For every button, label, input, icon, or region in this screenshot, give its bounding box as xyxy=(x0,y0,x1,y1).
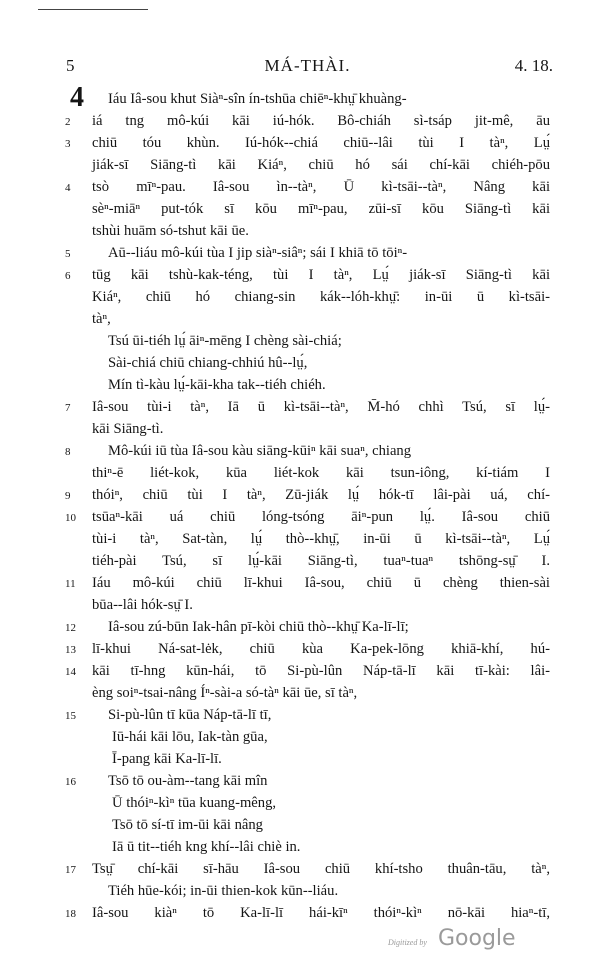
verse-number: 15 xyxy=(65,710,76,722)
text-line xyxy=(0,726,615,748)
line-text: tūg kāi tshù-kak-téng, tùi I tàⁿ, Lṳ́ jiák-sī Siāng-tì kāi xyxy=(92,267,550,283)
verse-number: 11 xyxy=(65,578,76,590)
line-text: Mô-kúi iū tùa Iâ-sou kàu siāng-kūiⁿ kāi suaⁿ, chiang xyxy=(108,443,412,459)
text-line xyxy=(0,814,615,836)
text-line xyxy=(0,330,615,352)
verse-number: 12 xyxy=(65,622,76,634)
line-text: Iâ-sou tùi-i tàⁿ, Iā ū kì-tsāi--tàⁿ, M̄-hó chhì Tsú, sī lṳ́- xyxy=(92,399,550,415)
text-line xyxy=(0,198,615,220)
line-text: tùi-i tàⁿ, Sat-tàn, lṳ́ thò--khṳ̄, in-ūi ū kì-tsāi--tàⁿ, Lṳ́ xyxy=(92,531,550,547)
line-text: lī-khui Ná-sat-lėk, chiū kùa Ka-pek-lōng khiā-khí, hú- xyxy=(92,641,550,657)
top-rule xyxy=(38,9,148,10)
text-line xyxy=(0,110,615,132)
text-line xyxy=(0,902,615,924)
verse-number: 5 xyxy=(65,248,71,260)
text-line xyxy=(0,572,615,594)
verse-number: 9 xyxy=(65,490,71,502)
line-text: Tsú ūi-tiéh lṳ́ āiⁿ-mēng I chèng sài-chiá; xyxy=(108,333,342,349)
line-text: thiⁿ-ē liét-kok, kūa liét-kok kāi tsun-iông, kí-tiám I xyxy=(92,465,550,481)
text-line xyxy=(0,418,615,440)
line-text: iá tng mô-kúi kāi iú-hók. Bô-chiáh sì-tsáp jit-mê, āu xyxy=(92,113,550,129)
line-text: Iā ū tit--tiéh kng khí--lâi chiè in. xyxy=(112,839,301,855)
text-line xyxy=(0,484,615,506)
text-line xyxy=(0,352,615,374)
google-logo: Google xyxy=(438,926,516,951)
text-line xyxy=(0,748,615,770)
verse-number: 8 xyxy=(65,446,71,458)
line-text: Ū thóiⁿ-kìⁿ tūa kuang-mêng, xyxy=(112,795,277,811)
verse-number: 3 xyxy=(65,138,71,150)
text-line xyxy=(0,176,615,198)
chapter-verse-reference: 4. 18. xyxy=(514,56,553,75)
line-text: Iâ-sou zú-būn Iak-hân pī-kòi chiū thò--khṳ̄ Ka-lī-lī; xyxy=(108,619,409,635)
digitized-label: Digitized by xyxy=(388,938,427,947)
verse-number: 17 xyxy=(65,864,76,876)
text-line xyxy=(0,660,615,682)
text-line xyxy=(0,220,615,242)
line-text: Tsō tō ou-àm--tang kāi mîn xyxy=(108,773,268,789)
verse-number: 4 xyxy=(65,182,71,194)
verse-number: 16 xyxy=(65,776,76,788)
line-text: tsò mīⁿ-pau. Iâ-sou ìn--tàⁿ, Ū kì-tsāi--tàⁿ, Nâng kāi xyxy=(92,179,550,195)
line-text: Kiáⁿ, chiū hó chiang-sin kák--lóh-khṳ̄: in-ūi ū kì-tsāi- xyxy=(92,289,550,305)
digitized-watermark xyxy=(388,926,558,956)
verse-number: 2 xyxy=(65,116,71,128)
line-text: Iū-hái kāi lōu, Iak-tàn gūa, xyxy=(112,729,268,745)
verse-number: 10 xyxy=(65,512,76,524)
text-line xyxy=(0,836,615,858)
line-text: tshùi huām só-tshut kāi ūe. xyxy=(92,223,249,239)
line-text: Si-pù-lûn tī kūa Náp-tā-lī tī, xyxy=(108,707,272,723)
text-line xyxy=(0,880,615,902)
text-line xyxy=(0,770,615,792)
line-text: Iáu Iâ-sou khut Siàⁿ-sîn ín-tshūa chiēⁿ-khṳ̄ khuàng- xyxy=(108,91,407,107)
text-line xyxy=(0,594,615,616)
line-text: èng soiⁿ-tsai-nâng Íⁿ-sài-a só-tàⁿ kāi ūe, sī tàⁿ, xyxy=(92,685,358,701)
line-text: Iâ-sou kiàⁿ tō Ka-lī-lī hái-kīⁿ thóiⁿ-kìⁿ nō-kāi hiaⁿ-tī, xyxy=(92,905,550,921)
running-header xyxy=(0,56,615,80)
line-text: Mín tì-kàu lṳ́-kāi-kha tak--tiéh chiéh. xyxy=(108,377,326,393)
line-text: Sài-chiá chiū chiang-chhiú hû--lṳ́, xyxy=(108,355,308,371)
text-line xyxy=(0,242,615,264)
text-line xyxy=(0,374,615,396)
line-text: Ī-pang kāi Ka-lī-lī. xyxy=(112,751,222,767)
verse-number: 6 xyxy=(65,270,71,282)
text-line xyxy=(0,286,615,308)
text-line xyxy=(0,308,615,330)
text-line xyxy=(0,682,615,704)
verse-number: 18 xyxy=(65,908,76,920)
line-text: kāi tī-hng kūn-hái, tō Si-pù-lûn Náp-tā-lī kāi tī-kài: lâi- xyxy=(92,663,550,679)
line-text: Tsō tō sí-tī im-ūi kāi nâng xyxy=(112,817,263,833)
verse-number: 13 xyxy=(65,644,76,656)
verse-number: 7 xyxy=(65,402,71,414)
book-title: MÁ-THÀI. xyxy=(264,56,351,75)
page-number: 5 xyxy=(66,56,75,75)
text-line xyxy=(0,528,615,550)
text-line xyxy=(0,638,615,660)
text-line xyxy=(0,154,615,176)
text-line xyxy=(0,132,615,154)
line-text: tiéh-pài Tsú, sī lṳ́-kāi Siāng-tì, tuaⁿ-tuaⁿ tshōng-sṳ̄ I. xyxy=(92,553,550,569)
line-text: Tiéh hūe-kói; in-ūi thien-kok kūn--liáu. xyxy=(108,883,339,899)
text-line xyxy=(0,264,615,286)
line-text: Tsṳ̄ chí-kāi sī-hāu Iâ-sou chiū khí-tsho thuân-tāu, tàⁿ, xyxy=(92,861,550,877)
line-text: kāi Siāng-tì. xyxy=(92,421,164,437)
line-text: chiū tóu khùn. Iú-hók--chiá chiū--lâi tùi I tàⁿ, Lṳ́ xyxy=(92,135,550,151)
chapter-number: 4 xyxy=(70,82,84,113)
text-line xyxy=(0,550,615,572)
text-line xyxy=(0,858,615,880)
line-text: būa--lâi hók-sṳ̄ I. xyxy=(92,597,193,613)
line-text: tsūaⁿ-kāi uá chiū lóng-tsóng āiⁿ-pun lṳ́. Iâ-sou chiū xyxy=(92,509,550,525)
line-text: tàⁿ, xyxy=(92,311,111,327)
text-line xyxy=(0,506,615,528)
line-text: Iáu mô-kúi chiū lī-khui Iâ-sou, chiū ū chèng thien-sài xyxy=(92,575,550,591)
scripture-text xyxy=(0,82,615,924)
text-line xyxy=(0,704,615,726)
text-line xyxy=(0,396,615,418)
line-text: jiák-sī Siāng-tì kāi Kiáⁿ, chiū hó sái chí-kāi chiéh-pōu xyxy=(92,157,550,173)
text-line xyxy=(0,792,615,814)
line-text: thóiⁿ, chiū tùi I tàⁿ, Zū-jiák lṳ́ hók-tī lâi-pài uá, chí- xyxy=(92,487,550,503)
text-line xyxy=(0,462,615,484)
text-line xyxy=(0,440,615,462)
line-text: Aū--liáu mô-kúi tùa I jip siàⁿ-siâⁿ; sái I khiā tō tōiⁿ- xyxy=(108,245,408,261)
text-line xyxy=(0,88,615,110)
verse-number: 14 xyxy=(65,666,76,678)
line-text: sèⁿ-miāⁿ put-tók sī kōu mīⁿ-pau, zūi-sī kōu Siāng-tì kāi xyxy=(92,201,550,217)
text-line xyxy=(0,616,615,638)
